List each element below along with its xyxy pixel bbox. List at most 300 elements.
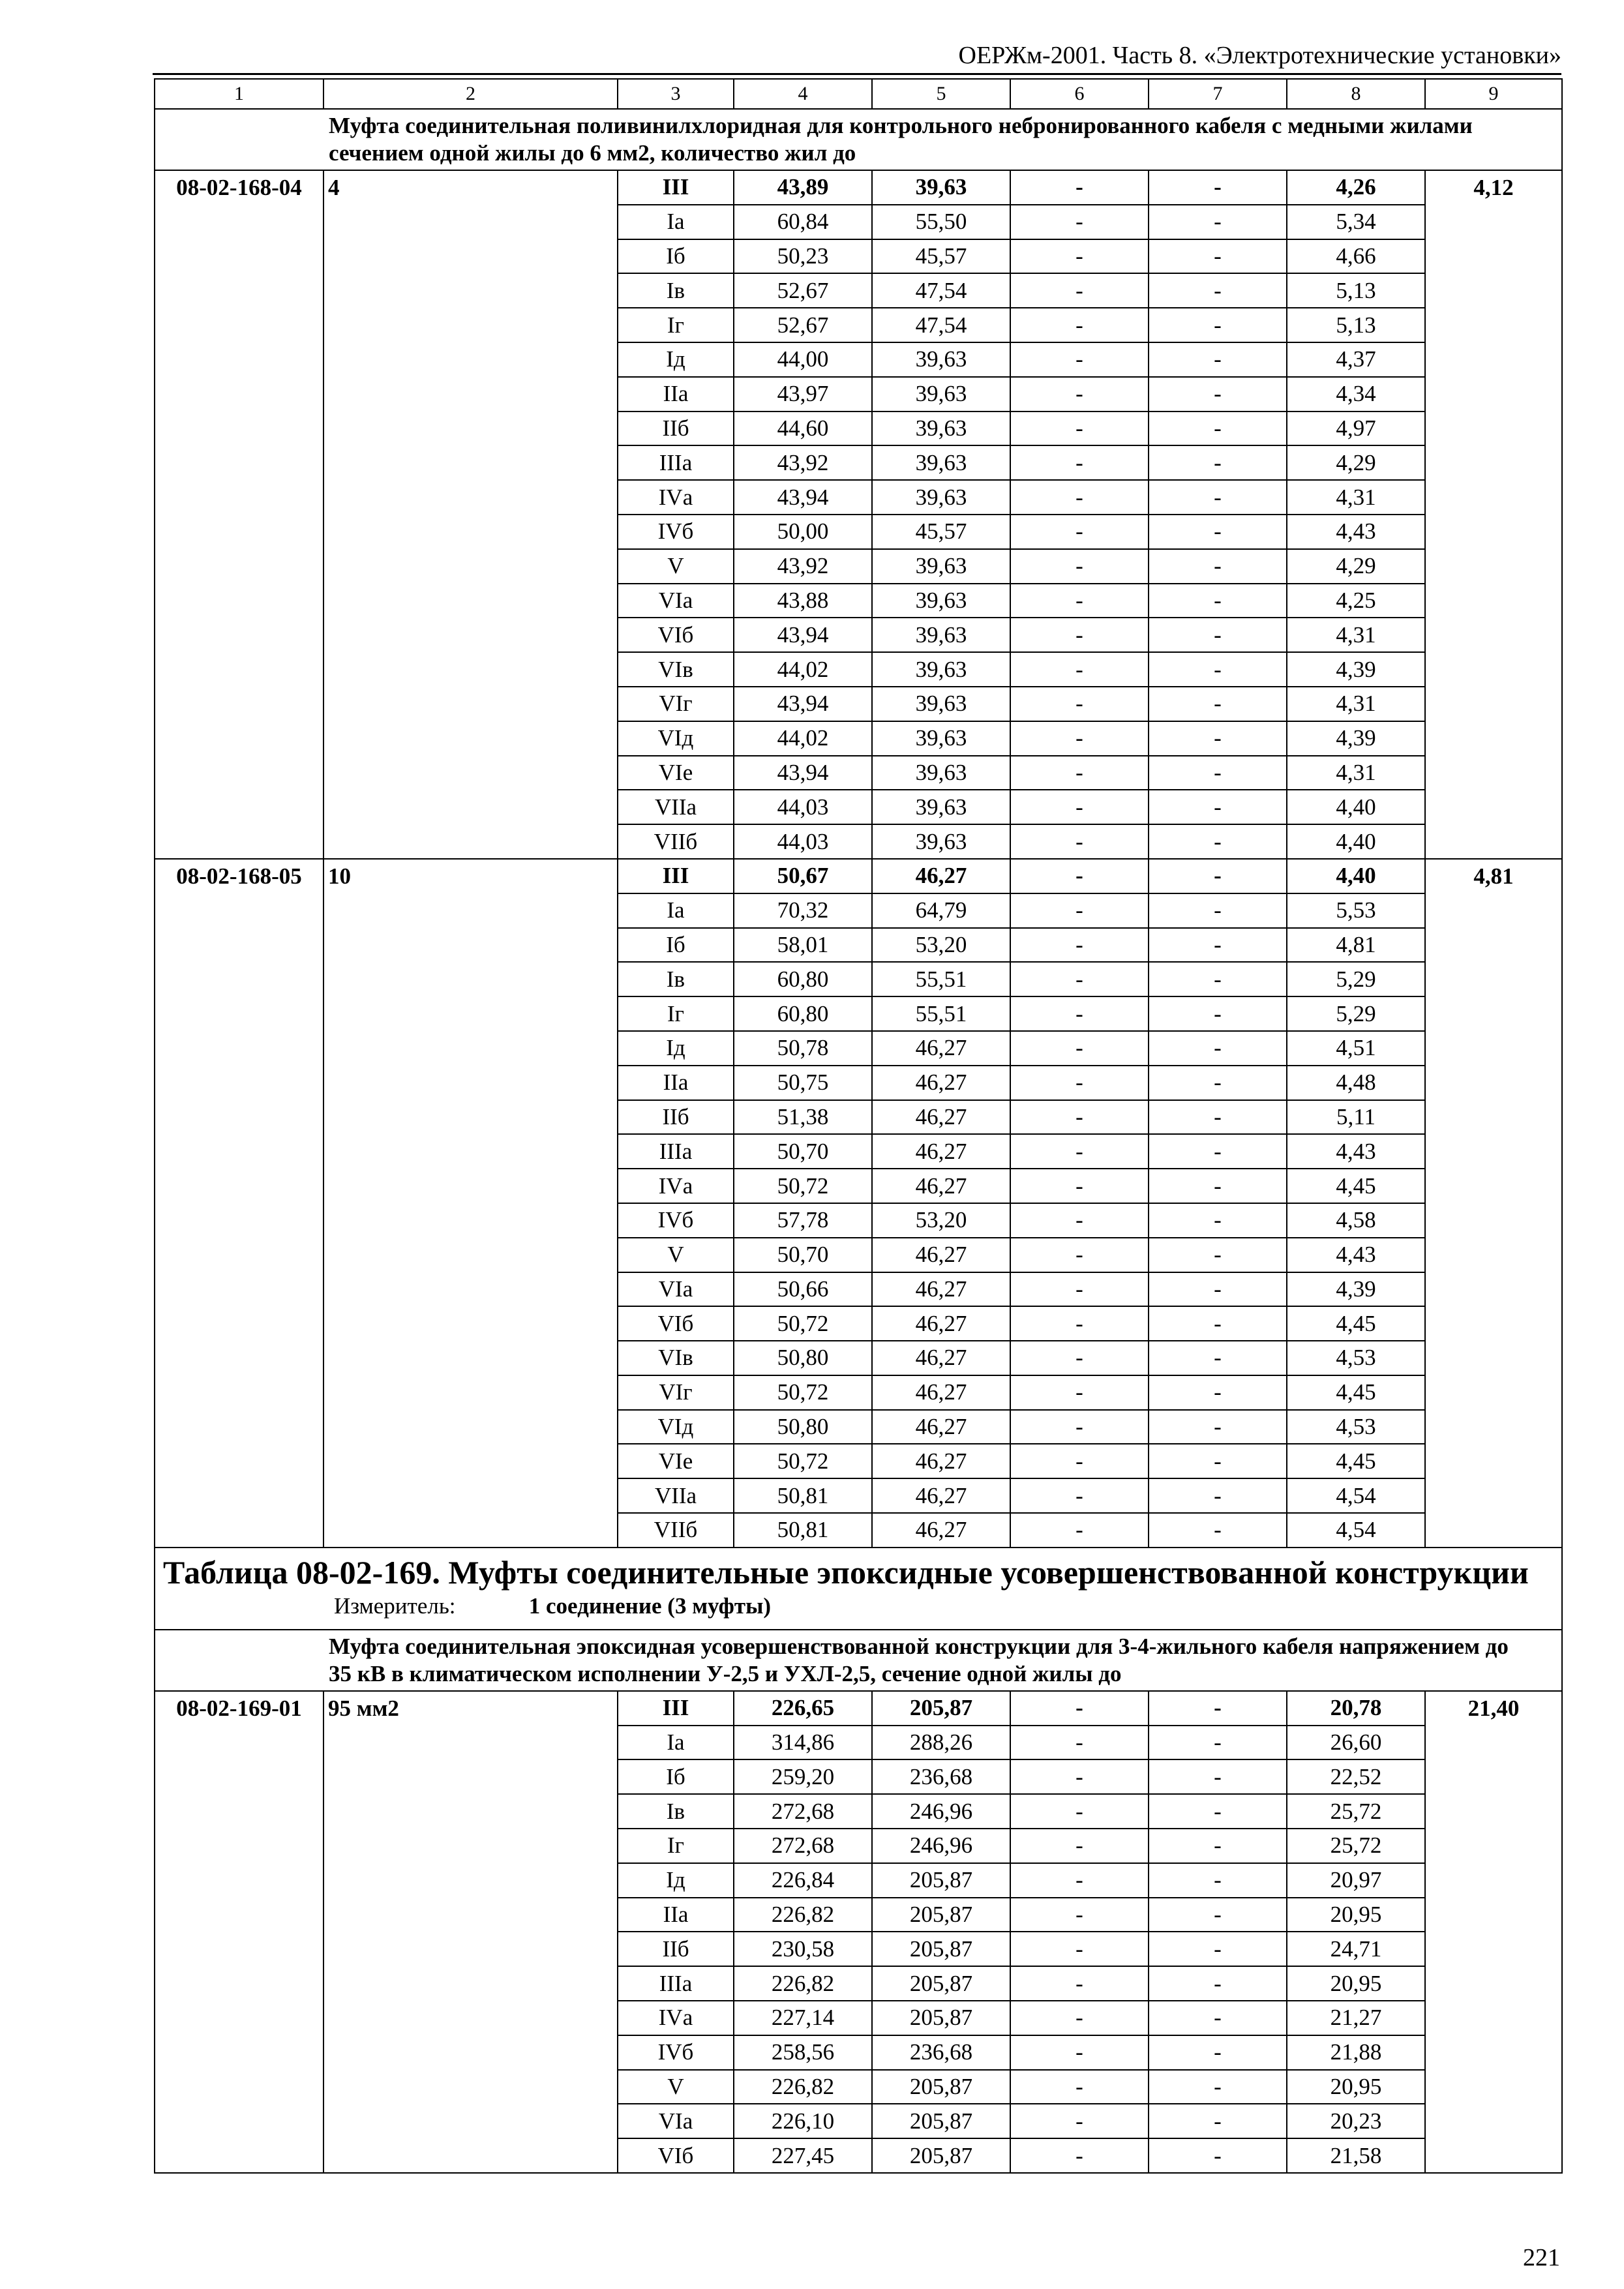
value-cell: 4,40 (1287, 859, 1425, 893)
value-cell: 50,67 (734, 859, 872, 893)
value-cell: - (1010, 2104, 1149, 2138)
value-cell: 50,66 (734, 1272, 872, 1307)
value-cell: - (1010, 1829, 1149, 1863)
value-cell: 46,27 (872, 1478, 1010, 1513)
zone-cell: Iв (618, 273, 734, 308)
value-cell: - (1010, 1478, 1149, 1513)
value-cell: 21,88 (1287, 2035, 1425, 2070)
value-cell: 39,63 (872, 824, 1010, 859)
value-cell: 46,27 (872, 1444, 1010, 1478)
value-cell: - (1010, 2001, 1149, 2035)
value-cell: 5,29 (1287, 962, 1425, 996)
value-cell: 60,80 (734, 962, 872, 996)
value-cell: - (1149, 205, 1287, 239)
value-cell: 58,01 (734, 928, 872, 963)
value-cell: 43,94 (734, 480, 872, 515)
value-cell: - (1149, 445, 1287, 480)
value-cell: 46,27 (872, 1375, 1010, 1410)
page-number: 221 (1523, 2244, 1560, 2271)
value-cell: 4,48 (1287, 1066, 1425, 1100)
value-cell: - (1010, 962, 1149, 996)
value-cell: 44,03 (734, 824, 872, 859)
zone-cell: Iв (618, 962, 734, 996)
value-cell: 47,54 (872, 273, 1010, 308)
zone-cell: VIIб (618, 824, 734, 859)
value-cell: 25,72 (1287, 1829, 1425, 1863)
value-cell: - (1149, 342, 1287, 377)
value-cell: - (1149, 1726, 1287, 1760)
table-body (155, 79, 1562, 2173)
value-cell: - (1010, 756, 1149, 790)
zone-cell: VIIа (618, 1478, 734, 1513)
zone-cell: IVа (618, 2001, 734, 2035)
value-cell: 50,81 (734, 1478, 872, 1513)
zone-cell: Iг (618, 308, 734, 342)
value-cell: - (1149, 1410, 1287, 1444)
zone-cell: VIд (618, 721, 734, 756)
value-cell: 50,70 (734, 1134, 872, 1169)
value-cell: 205,87 (872, 1932, 1010, 1966)
value-cell: 205,87 (872, 1691, 1010, 1726)
value-cell: 39,63 (872, 411, 1010, 446)
value-cell: - (1149, 2104, 1287, 2138)
value-cell: 5,11 (1287, 1100, 1425, 1135)
value-cell: 5,34 (1287, 205, 1425, 239)
value-cell: 258,56 (734, 2035, 872, 2070)
value-cell: 226,82 (734, 1898, 872, 1932)
value-cell: 50,80 (734, 1410, 872, 1444)
value-cell: - (1010, 1863, 1149, 1898)
column-9-value: 21,40 (1425, 1691, 1562, 2173)
table-row (155, 1691, 1562, 1726)
value-cell: - (1149, 721, 1287, 756)
zone-cell: VIе (618, 756, 734, 790)
value-cell: - (1149, 1794, 1287, 1829)
value-cell: 46,27 (872, 859, 1010, 893)
value-cell: 4,39 (1287, 652, 1425, 687)
value-cell: 39,63 (872, 377, 1010, 411)
value-cell: 50,00 (734, 515, 872, 549)
value-cell: 24,71 (1287, 1932, 1425, 1966)
value-cell: 20,78 (1287, 1691, 1425, 1726)
value-cell: - (1010, 1134, 1149, 1169)
value-cell: - (1149, 1478, 1287, 1513)
price-norms-table (154, 78, 1563, 2174)
value-cell: - (1010, 1169, 1149, 1203)
value-cell: 4,40 (1287, 824, 1425, 859)
column-number: 6 (1010, 79, 1149, 109)
value-cell: - (1010, 480, 1149, 515)
value-cell: 21,27 (1287, 2001, 1425, 2035)
column-number: 3 (618, 79, 734, 109)
item-parameter: 10 (323, 859, 618, 1548)
zone-cell: Iб (618, 239, 734, 274)
value-cell: 25,72 (1287, 1794, 1425, 1829)
value-cell: 43,89 (734, 170, 872, 205)
zone-cell: VIб (618, 1306, 734, 1341)
zone-cell: Iг (618, 996, 734, 1031)
value-cell: 43,94 (734, 756, 872, 790)
value-cell: - (1149, 2035, 1287, 2070)
value-cell: 5,13 (1287, 273, 1425, 308)
value-cell: 43,94 (734, 687, 872, 721)
value-cell: - (1010, 928, 1149, 963)
value-cell: 236,68 (872, 1759, 1010, 1794)
value-cell: 46,27 (872, 1100, 1010, 1135)
value-cell: 46,27 (872, 1238, 1010, 1272)
column-number: 8 (1287, 79, 1425, 109)
value-cell: - (1149, 756, 1287, 790)
value-cell: - (1010, 652, 1149, 687)
zone-cell: V (618, 2070, 734, 2104)
value-cell: 50,72 (734, 1444, 872, 1478)
zone-cell: III (618, 859, 734, 893)
item-code: 08-02-169-01 (155, 1691, 323, 2173)
zone-cell: VIв (618, 652, 734, 687)
value-cell: 50,23 (734, 239, 872, 274)
value-cell: - (1149, 1169, 1287, 1203)
value-cell: - (1010, 687, 1149, 721)
column-number: 5 (872, 79, 1010, 109)
value-cell: 26,60 (1287, 1726, 1425, 1760)
value-cell: - (1010, 2070, 1149, 2104)
value-cell: - (1010, 584, 1149, 618)
value-cell: - (1010, 721, 1149, 756)
value-cell: 205,87 (872, 1863, 1010, 1898)
value-cell: - (1010, 445, 1149, 480)
value-cell: 4,45 (1287, 1306, 1425, 1341)
value-cell: 226,10 (734, 2104, 872, 2138)
section-row (155, 109, 1562, 170)
value-cell: 20,95 (1287, 2070, 1425, 2104)
value-cell: 39,63 (872, 170, 1010, 205)
value-cell: 50,78 (734, 1031, 872, 1066)
value-cell: 39,63 (872, 790, 1010, 824)
column-9-value: 4,12 (1425, 170, 1562, 859)
value-cell: 50,72 (734, 1375, 872, 1410)
value-cell: - (1010, 618, 1149, 652)
value-cell: 43,97 (734, 377, 872, 411)
value-cell: - (1010, 1726, 1149, 1760)
value-cell: 39,63 (872, 549, 1010, 584)
value-cell: - (1149, 308, 1287, 342)
value-cell: 205,87 (872, 1898, 1010, 1932)
value-cell: 246,96 (872, 1794, 1010, 1829)
zone-cell: IIб (618, 411, 734, 446)
value-cell: 226,84 (734, 1863, 872, 1898)
value-cell: - (1149, 1829, 1287, 1863)
value-cell: 21,58 (1287, 2138, 1425, 2173)
section-row (155, 1630, 1562, 1691)
zone-cell: IIа (618, 1898, 734, 1932)
value-cell: 4,39 (1287, 721, 1425, 756)
value-cell: 39,63 (872, 618, 1010, 652)
value-cell: 60,84 (734, 205, 872, 239)
value-cell: - (1149, 1272, 1287, 1307)
value-cell: 44,03 (734, 790, 872, 824)
value-cell: - (1010, 2035, 1149, 2070)
column-number-row (155, 79, 1562, 109)
value-cell: - (1149, 1898, 1287, 1932)
value-cell: 4,54 (1287, 1513, 1425, 1548)
zone-cell: IIб (618, 1932, 734, 1966)
value-cell: 39,63 (872, 480, 1010, 515)
value-cell: 55,50 (872, 205, 1010, 239)
zone-cell: VIб (618, 618, 734, 652)
zone-cell: Iа (618, 205, 734, 239)
value-cell: 44,60 (734, 411, 872, 446)
value-cell: 52,67 (734, 273, 872, 308)
value-cell: 227,14 (734, 2001, 872, 2035)
value-cell: 57,78 (734, 1203, 872, 1238)
value-cell: 4,51 (1287, 1031, 1425, 1066)
value-cell: 272,68 (734, 1794, 872, 1829)
value-cell: - (1149, 687, 1287, 721)
header-rule (153, 73, 1561, 75)
zone-cell: IIа (618, 1066, 734, 1100)
value-cell: - (1149, 170, 1287, 205)
value-cell: 226,82 (734, 1966, 872, 2001)
value-cell: - (1010, 996, 1149, 1031)
value-cell: - (1010, 1375, 1149, 1410)
value-cell: 20,95 (1287, 1898, 1425, 1932)
value-cell: - (1010, 1031, 1149, 1066)
zone-cell: VIд (618, 1410, 734, 1444)
value-cell: - (1010, 1410, 1149, 1444)
value-cell: 4,31 (1287, 480, 1425, 515)
value-cell: - (1010, 1444, 1149, 1478)
value-cell: 314,86 (734, 1726, 872, 1760)
value-cell: - (1010, 1898, 1149, 1932)
value-cell: 4,29 (1287, 445, 1425, 480)
value-cell: - (1149, 1932, 1287, 1966)
column-number: 4 (734, 79, 872, 109)
value-cell: - (1149, 824, 1287, 859)
zone-cell: VIа (618, 2104, 734, 2138)
zone-cell: Iв (618, 1794, 734, 1829)
value-cell: - (1010, 1203, 1149, 1238)
value-cell: - (1010, 1513, 1149, 1548)
value-cell: - (1010, 1100, 1149, 1135)
value-cell: 4,43 (1287, 1134, 1425, 1169)
value-cell: - (1010, 377, 1149, 411)
value-cell: 60,80 (734, 996, 872, 1031)
zone-cell: III (618, 170, 734, 205)
value-cell: 51,38 (734, 1100, 872, 1135)
value-cell: - (1149, 1759, 1287, 1794)
value-cell: - (1010, 411, 1149, 446)
value-cell: - (1149, 1863, 1287, 1898)
value-cell: - (1149, 1341, 1287, 1375)
value-cell: - (1149, 1375, 1287, 1410)
value-cell: - (1010, 342, 1149, 377)
value-cell: 4,40 (1287, 790, 1425, 824)
value-cell: 39,63 (872, 756, 1010, 790)
value-cell: - (1149, 962, 1287, 996)
value-cell: - (1010, 549, 1149, 584)
value-cell: - (1010, 893, 1149, 928)
section-title: Муфта соединительная поливинилхлоридная для контрольного небронированного кабеля с медными жилами сечением одной жилы до 6 мм2, количество жил до (155, 109, 1562, 170)
value-cell: - (1010, 273, 1149, 308)
value-cell: 259,20 (734, 1759, 872, 1794)
value-cell: 50,72 (734, 1169, 872, 1203)
zone-cell: VIа (618, 584, 734, 618)
value-cell: 50,81 (734, 1513, 872, 1548)
value-cell: - (1149, 1066, 1287, 1100)
value-cell: - (1010, 790, 1149, 824)
value-cell: - (1149, 1444, 1287, 1478)
value-cell: 44,00 (734, 342, 872, 377)
value-cell: 45,57 (872, 239, 1010, 274)
value-cell: - (1010, 2138, 1149, 2173)
zone-cell: Iа (618, 893, 734, 928)
value-cell: - (1149, 411, 1287, 446)
value-cell: 205,87 (872, 2070, 1010, 2104)
table-title-cell (155, 1548, 1562, 1630)
zone-cell: IIа (618, 377, 734, 411)
value-cell: - (1149, 377, 1287, 411)
value-cell: 46,27 (872, 1306, 1010, 1341)
value-cell: - (1010, 824, 1149, 859)
column-number: 9 (1425, 79, 1562, 109)
value-cell: 4,43 (1287, 1238, 1425, 1272)
column-9-value: 4,81 (1425, 859, 1562, 1548)
zone-cell: VIIб (618, 1513, 734, 1548)
value-cell: 205,87 (872, 2001, 1010, 2035)
value-cell: - (1010, 1306, 1149, 1341)
value-cell: 46,27 (872, 1410, 1010, 1444)
value-cell: 45,57 (872, 515, 1010, 549)
value-cell: 4,66 (1287, 239, 1425, 274)
value-cell: 5,13 (1287, 308, 1425, 342)
value-cell: - (1149, 1966, 1287, 2001)
value-cell: 230,58 (734, 1932, 872, 1966)
value-cell: - (1010, 1966, 1149, 2001)
value-cell: 39,63 (872, 445, 1010, 480)
value-cell: - (1010, 859, 1149, 893)
zone-cell: VIг (618, 687, 734, 721)
value-cell: 46,27 (872, 1134, 1010, 1169)
zone-cell: IVа (618, 1169, 734, 1203)
column-number: 1 (155, 79, 323, 109)
zone-cell: IIб (618, 1100, 734, 1135)
value-cell: - (1149, 1238, 1287, 1272)
value-cell: 39,63 (872, 652, 1010, 687)
value-cell: - (1149, 859, 1287, 893)
zone-cell: Iд (618, 1031, 734, 1066)
measure-value: 1 соединение (3 муфты) (528, 1593, 772, 1619)
value-cell: - (1010, 1238, 1149, 1272)
value-cell: 52,67 (734, 308, 872, 342)
value-cell: 4,34 (1287, 377, 1425, 411)
value-cell: 246,96 (872, 1829, 1010, 1863)
value-cell: 50,80 (734, 1341, 872, 1375)
value-cell: 53,20 (872, 1203, 1010, 1238)
value-cell: 4,53 (1287, 1341, 1425, 1375)
value-cell: 43,92 (734, 445, 872, 480)
value-cell: 70,32 (734, 893, 872, 928)
value-cell: 50,70 (734, 1238, 872, 1272)
value-cell: - (1149, 1203, 1287, 1238)
value-cell: - (1010, 1691, 1149, 1726)
value-cell: 47,54 (872, 308, 1010, 342)
zone-cell: IIIа (618, 1966, 734, 2001)
value-cell: 50,72 (734, 1306, 872, 1341)
zone-cell: IVа (618, 480, 734, 515)
zone-cell: III (618, 1691, 734, 1726)
value-cell: - (1010, 1794, 1149, 1829)
item-parameter: 95 мм2 (323, 1691, 618, 2173)
value-cell: 4,29 (1287, 549, 1425, 584)
value-cell: 226,65 (734, 1691, 872, 1726)
value-cell: - (1149, 2070, 1287, 2104)
value-cell: - (1149, 515, 1287, 549)
zone-cell: VIб (618, 2138, 734, 2173)
zone-cell: IIIа (618, 1134, 734, 1169)
value-cell: - (1010, 205, 1149, 239)
value-cell: 4,54 (1287, 1478, 1425, 1513)
value-cell: 20,23 (1287, 2104, 1425, 2138)
value-cell: 4,58 (1287, 1203, 1425, 1238)
value-cell: - (1010, 1066, 1149, 1100)
value-cell: - (1010, 308, 1149, 342)
value-cell: - (1149, 1134, 1287, 1169)
value-cell: - (1149, 239, 1287, 274)
value-cell: 44,02 (734, 652, 872, 687)
item-parameter: 4 (323, 170, 618, 859)
zone-cell: Iд (618, 1863, 734, 1898)
value-cell: 4,31 (1287, 618, 1425, 652)
value-cell: 4,31 (1287, 756, 1425, 790)
value-cell: 227,45 (734, 2138, 872, 2173)
section-title: Муфта соединительная эпоксидная усовершенствованной конструкции для 3-4-жильного кабеля напряжением до 35 кВ в климатическом исполнении У-2,5 и УХЛ-2,5, сечение одной жилы до (155, 1630, 1562, 1691)
measure-line (163, 1593, 1554, 1620)
value-cell: 46,27 (872, 1169, 1010, 1203)
value-cell: - (1149, 2138, 1287, 2173)
value-cell: - (1149, 2001, 1287, 2035)
value-cell: - (1010, 515, 1149, 549)
value-cell: - (1010, 1272, 1149, 1307)
value-cell: 55,51 (872, 996, 1010, 1031)
measure-label: Измеритель: (334, 1593, 456, 1619)
value-cell: - (1149, 1306, 1287, 1341)
zone-cell: VIа (618, 1272, 734, 1307)
value-cell: 4,45 (1287, 1444, 1425, 1478)
table-title-row (155, 1548, 1562, 1630)
value-cell: - (1149, 790, 1287, 824)
value-cell: 50,75 (734, 1066, 872, 1100)
value-cell: 4,81 (1287, 928, 1425, 963)
value-cell: 272,68 (734, 1829, 872, 1863)
item-code: 08-02-168-04 (155, 170, 323, 859)
zone-cell: VIг (618, 1375, 734, 1410)
value-cell: - (1149, 1691, 1287, 1726)
value-cell: 205,87 (872, 2138, 1010, 2173)
value-cell: - (1010, 1341, 1149, 1375)
table-row (155, 170, 1562, 205)
value-cell: 4,97 (1287, 411, 1425, 446)
value-cell: - (1149, 480, 1287, 515)
value-cell: 22,52 (1287, 1759, 1425, 1794)
value-cell: 205,87 (872, 2104, 1010, 2138)
value-cell: 4,37 (1287, 342, 1425, 377)
value-cell: 44,02 (734, 721, 872, 756)
value-cell: 205,87 (872, 1966, 1010, 2001)
value-cell: - (1149, 1513, 1287, 1548)
value-cell: - (1010, 1932, 1149, 1966)
value-cell: 4,43 (1287, 515, 1425, 549)
value-cell: - (1010, 1759, 1149, 1794)
